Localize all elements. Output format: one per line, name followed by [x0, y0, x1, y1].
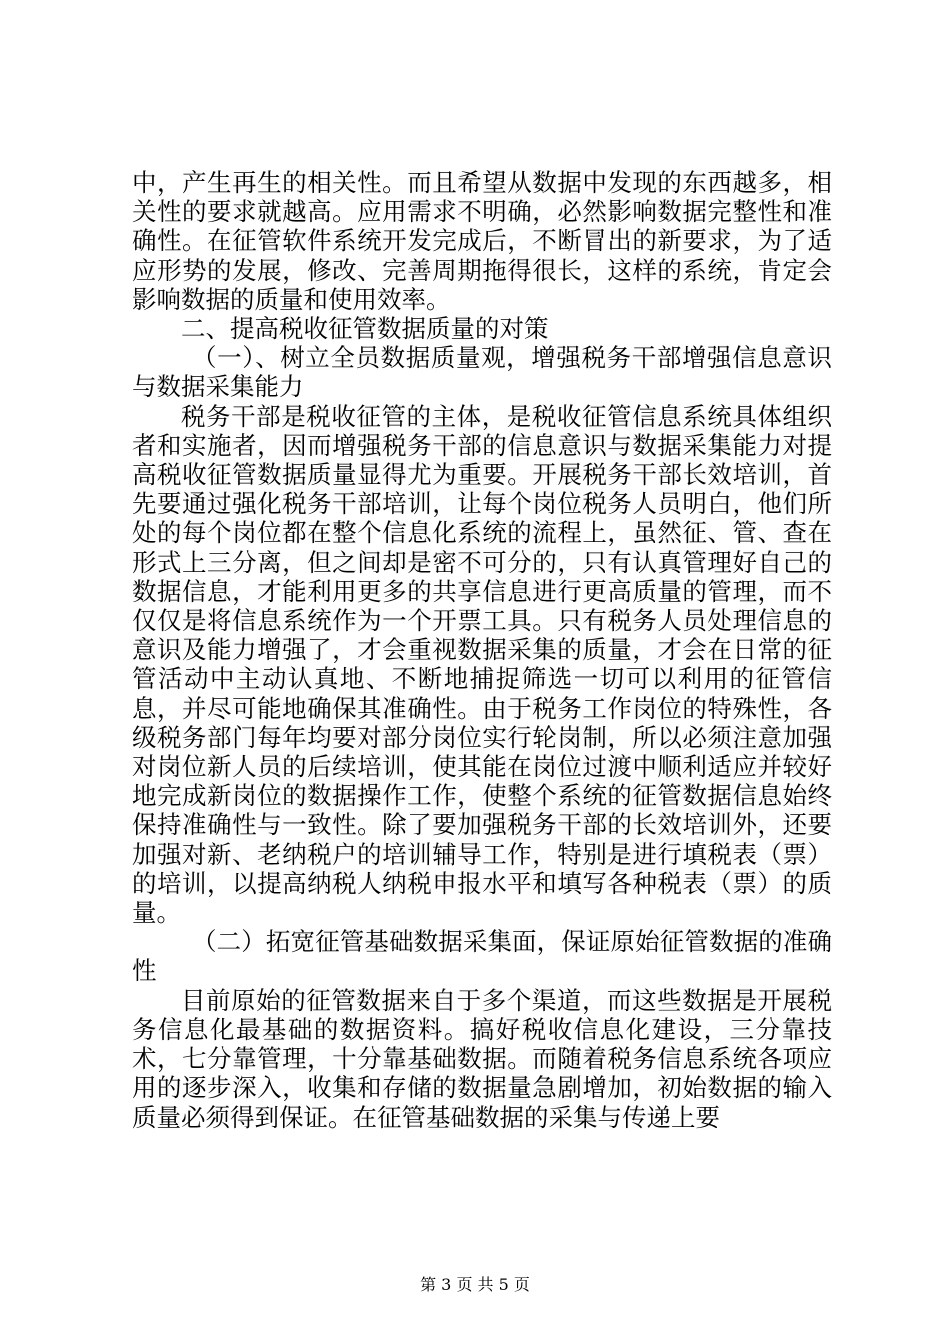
page-footer — [0, 1275, 950, 1295]
paragraph-continuation: 中，产生再生的相关性。而且希望从数据中发现的东西越多，相关性的要求就越高。应用需求不明确，必然影响数据完整性和准确性。在征管软件系统开发完成后，不断冒出的新要求，为了适应形势的发展，修改、完善周期拖得很长，这样的系统，肯定会影响数据的质量和使用效率。 — [132, 168, 832, 314]
paragraph-base-data: 目前原始的征管数据来自于多个渠道，而这些数据是开展税务信息化最基础的数据资料。搞好税收信息化建设，三分靠技术，七分靠管理，十分靠基础数据。而随着税务信息系统各项应用的逐步深入，收集和存储的数据量急剧增加，初始数据的输入质量必须得到保证。在征管基础数据的采集与传递上要 — [132, 985, 832, 1132]
document-body — [132, 168, 832, 1132]
paragraph-tax-staff: 税务干部是税收征管的主体，是税收征管信息系统具体组织者和实施者，因而增强税务干部的信息意识与数据采集能力对提高税收征管数据质量显得尤为重要。开展税务干部长效培训，首先要通过强化税务干部培训，让每个岗位税务人员明白，他们所处的每个岗位都在整个信息化系统的流程上，虽然征、管、查在形式上三分离，但之间却是密不可分的，只有认真管理好自己的数据信息，才能利用更多的共享信息进行更高质量的管理，而不仅仅是将信息系统作为一个开票工具。只有税务人员处理信息的意识及能力增强了，才会重视数据采集的质量，才会在日常的征管活动中主动认真地、不断地捕捉筛选一切可以利用的征管信息，并尽可能地确保其准确性。由于税务工作岗位的特殊性，各级税务部门每年均要对部分岗位实行轮岗制，所以必须注意加强对岗位新人员的后续培训，使其能在岗位过渡中顺利适应并较好地完成新岗位的数据操作工作，使整个系统的征管数据信息始终保持准确性与一致性。除了要加强税务干部的长效培训外，还要加强对新、老纳税户的培训辅导工作，特别是进行填税表（票）的培训，以提高纳税人纳税申报水平和填写各种税表（票）的质量。 — [132, 401, 832, 928]
subsection-heading-2: （二）拓宽征管基础数据采集面，保证原始征管数据的准确性 — [132, 927, 832, 986]
section-heading: 二、提高税收征管数据质量的对策 — [181, 314, 549, 344]
page-number-label: 第 3 页 共 5 页 — [420, 1275, 530, 1294]
subsection-heading-1: （一）、树立全员数据质量观，增强税务干部增强信息意识与数据采集能力 — [132, 343, 832, 402]
